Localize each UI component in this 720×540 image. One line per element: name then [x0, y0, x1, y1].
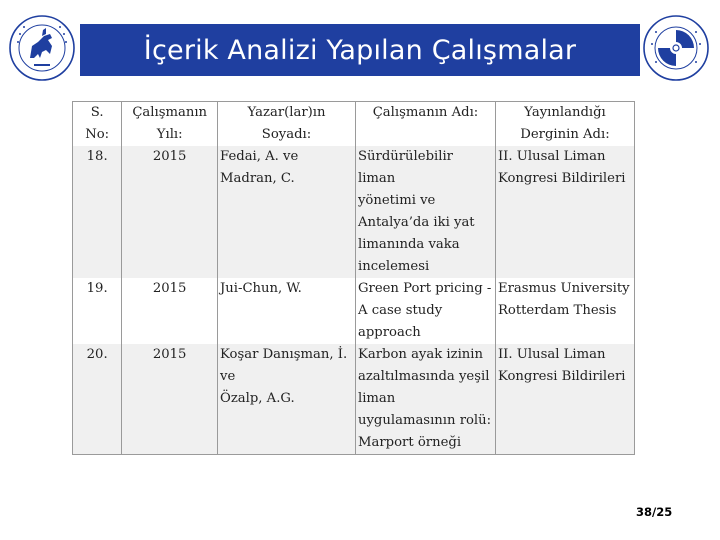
row-no: 19.	[73, 278, 122, 344]
slide-title: İçerik Analizi Yapılan Çalışmalar	[143, 34, 577, 66]
row-title: Sürdürülebilir liman yönetimi ve Antalya’da iki yat limanında vaka incelemesi	[355, 146, 495, 278]
row-title: Green Port pricing - A case study approach	[355, 278, 495, 344]
row-no: 18.	[73, 146, 122, 278]
row-year: 2015	[122, 344, 218, 455]
table-row	[73, 344, 635, 455]
university-horse-seal-logo	[8, 14, 76, 82]
row-journal: II. Ulusal Liman Kongresi Bildirileri	[495, 344, 634, 455]
title-bar	[80, 24, 640, 76]
header-year: Çalışmanın Yılı:	[122, 102, 218, 147]
header-no: S. No:	[73, 102, 122, 147]
header-authors: Yazar(lar)ın Soyadı:	[218, 102, 356, 147]
row-journal: II. Ulusal Liman Kongresi Bildirileri	[495, 146, 634, 278]
header-journal: Yayınlandığı Derginin Adı:	[495, 102, 634, 147]
row-authors: Fedai, A. ve Madran, C.	[218, 146, 356, 278]
studies-table	[72, 101, 635, 455]
row-year: 2015	[122, 278, 218, 344]
table-header-row	[73, 102, 635, 147]
university-anchor-seal-logo	[642, 14, 710, 82]
row-authors: Jui-Chun, W.	[218, 278, 356, 344]
table-row	[73, 146, 635, 278]
row-journal: Erasmus University Rotterdam Thesis	[495, 278, 634, 344]
row-no: 20.	[73, 344, 122, 455]
table-row	[73, 278, 635, 344]
page-number: 38/25	[636, 505, 673, 519]
row-year: 2015	[122, 146, 218, 278]
row-title: Karbon ayak izinin azaltılmasında yeşil liman uygulamasının rolü: Marport örneği	[355, 344, 495, 455]
row-authors: Koşar Danışman, İ. ve Özalp, A.G.	[218, 344, 356, 455]
header-title: Çalışmanın Adı:	[355, 102, 495, 147]
